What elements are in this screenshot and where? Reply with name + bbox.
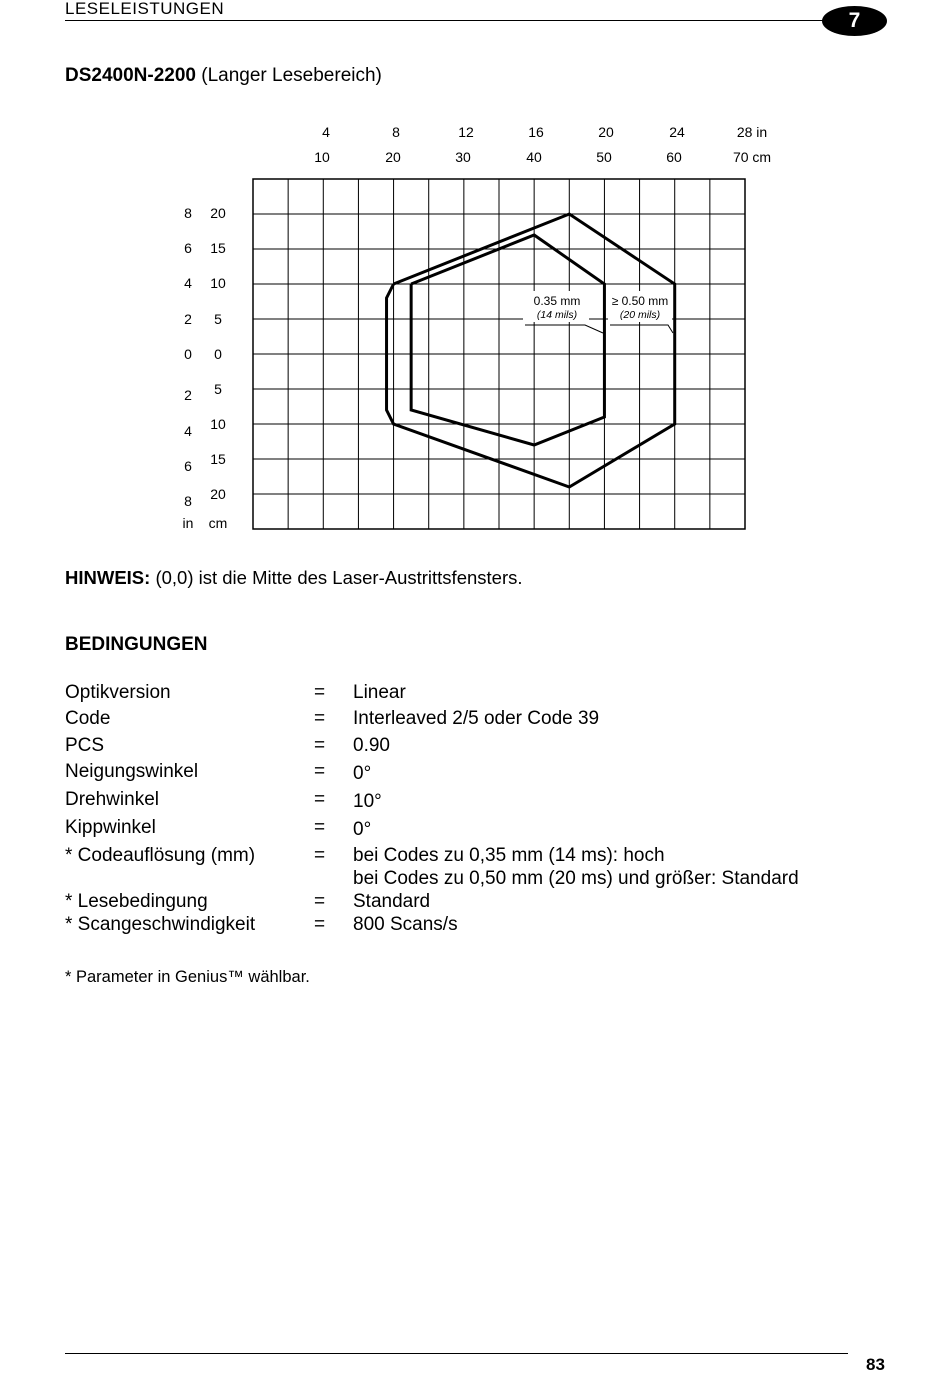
x-tick-label-cm: 70 cm bbox=[732, 149, 772, 165]
condition-equals: = bbox=[314, 708, 326, 729]
y-tick-label-cm: 10 bbox=[210, 416, 226, 432]
x-tick-label-in: 28 in bbox=[736, 124, 768, 140]
y-tick-label-in: 0 bbox=[184, 346, 192, 362]
note-label: HINWEIS: bbox=[65, 567, 151, 588]
condition-equals: = bbox=[314, 891, 326, 912]
y-tick-label-cm: 10 bbox=[210, 275, 226, 291]
header-rule bbox=[65, 20, 835, 21]
zone-labels bbox=[523, 291, 673, 333]
x-tick-label-in: 24 bbox=[669, 124, 685, 140]
condition-value: 0° bbox=[353, 819, 372, 840]
condition-value: bei Codes zu 0,35 mm (14 ms): hoch bbox=[353, 845, 665, 866]
condition-label: Kippwinkel bbox=[65, 817, 156, 838]
diagram-grid bbox=[253, 179, 745, 529]
model-name: DS2400N-2200 bbox=[65, 65, 196, 86]
y-tick-label-in: 6 bbox=[184, 458, 192, 474]
y-tick-label-in: in bbox=[182, 515, 194, 531]
condition-equals: = bbox=[314, 735, 326, 756]
footnote: * Parameter in Genius™ wählbar. bbox=[65, 968, 310, 986]
condition-equals: = bbox=[314, 914, 326, 935]
condition-value-line-2: bei Codes zu 0,50 mm (20 ms) und größer: Standard bbox=[353, 868, 799, 889]
chapter-badge bbox=[822, 6, 887, 36]
zone-label: ≥ 0.50 mm bbox=[611, 294, 669, 308]
y-tick-label-in: 8 bbox=[184, 205, 192, 221]
x-tick-label-cm: 20 bbox=[385, 149, 401, 165]
x-tick-label-in: 20 bbox=[598, 124, 614, 140]
y-tick-label-in: 4 bbox=[184, 423, 192, 439]
x-tick-label-cm: 50 bbox=[596, 149, 612, 165]
x-tick-label-in: 8 bbox=[392, 124, 400, 140]
x-tick-label-cm: 30 bbox=[455, 149, 471, 165]
zone-sublabel: (14 mils) bbox=[536, 309, 578, 321]
y-tick-label-cm: 15 bbox=[210, 240, 226, 256]
condition-label: Drehwinkel bbox=[65, 789, 159, 810]
reading-zone-0-50mm bbox=[387, 214, 675, 487]
zone-label: 0.35 mm bbox=[533, 294, 581, 308]
zone-leader-line bbox=[610, 325, 673, 333]
y-tick-label-cm: 5 bbox=[214, 381, 222, 397]
condition-equals: = bbox=[314, 761, 326, 782]
y-tick-label-in: 2 bbox=[184, 311, 192, 327]
x-axis-inch-ticks bbox=[322, 124, 767, 140]
note-text: (0,0) ist die Mitte des Laser-Austrittsfensters. bbox=[155, 567, 523, 588]
condition-label: PCS bbox=[65, 735, 105, 756]
y-tick-label-cm: 15 bbox=[210, 451, 226, 467]
chapter-number: 7 bbox=[848, 9, 861, 32]
condition-label: Neigungswinkel bbox=[65, 761, 199, 782]
model-title bbox=[65, 65, 382, 87]
condition-equals: = bbox=[314, 817, 326, 838]
x-tick-label-in: 4 bbox=[322, 124, 330, 140]
condition-label: * Codeauflösung (mm) bbox=[65, 845, 256, 866]
x-tick-label-in: 12 bbox=[458, 124, 474, 140]
x-axis-cm-ticks bbox=[314, 149, 771, 165]
reading-zones bbox=[387, 214, 675, 487]
y-axis-inch-ticks bbox=[183, 205, 194, 531]
y-tick-label-cm: 0 bbox=[214, 346, 222, 362]
condition-equals: = bbox=[314, 845, 326, 866]
y-tick-label-in: 2 bbox=[184, 387, 192, 403]
condition-value: Interleaved 2/5 oder Code 39 bbox=[353, 708, 600, 729]
zone-sublabel: (20 mils) bbox=[619, 309, 661, 321]
condition-value: Standard bbox=[353, 891, 431, 912]
y-tick-label-in: 8 bbox=[184, 493, 192, 509]
conditions-heading: BEDINGUNGEN bbox=[65, 634, 208, 655]
model-subtitle: (Langer Lesebereich) bbox=[201, 65, 382, 86]
condition-value: Linear bbox=[353, 682, 406, 703]
condition-equals: = bbox=[314, 682, 326, 703]
x-tick-label-cm: 40 bbox=[526, 149, 542, 165]
y-tick-label-cm: cm bbox=[208, 515, 228, 531]
y-tick-label-cm: 20 bbox=[210, 205, 226, 221]
x-tick-label-cm: 10 bbox=[314, 149, 330, 165]
y-axis-cm-ticks bbox=[209, 205, 228, 531]
condition-equals: = bbox=[314, 789, 326, 810]
y-tick-label-in: 4 bbox=[184, 275, 192, 291]
condition-label: Optikversion bbox=[65, 682, 171, 703]
y-tick-label-cm: 5 bbox=[214, 311, 222, 327]
condition-value: 10° bbox=[353, 791, 382, 812]
x-tick-label-cm: 60 bbox=[666, 149, 682, 165]
y-tick-label-in: 6 bbox=[184, 240, 192, 256]
y-tick-label-cm: 20 bbox=[210, 486, 226, 502]
condition-value: 0.90 bbox=[353, 735, 390, 756]
x-tick-label-in: 16 bbox=[528, 124, 544, 140]
condition-label: Code bbox=[65, 708, 111, 729]
condition-value: 800 Scans/s bbox=[353, 914, 458, 935]
page-number: 83 bbox=[866, 1355, 885, 1374]
condition-label: * Lesebedingung bbox=[65, 891, 208, 912]
footer-rule bbox=[65, 1353, 848, 1354]
zone-leader-line bbox=[525, 325, 603, 333]
reading-zone-diagram bbox=[0, 110, 950, 550]
note bbox=[65, 567, 523, 589]
section-title: LESELEISTUNGEN bbox=[65, 0, 225, 18]
condition-label: * Scangeschwindigkeit bbox=[65, 914, 256, 935]
condition-value: 0° bbox=[353, 763, 372, 784]
